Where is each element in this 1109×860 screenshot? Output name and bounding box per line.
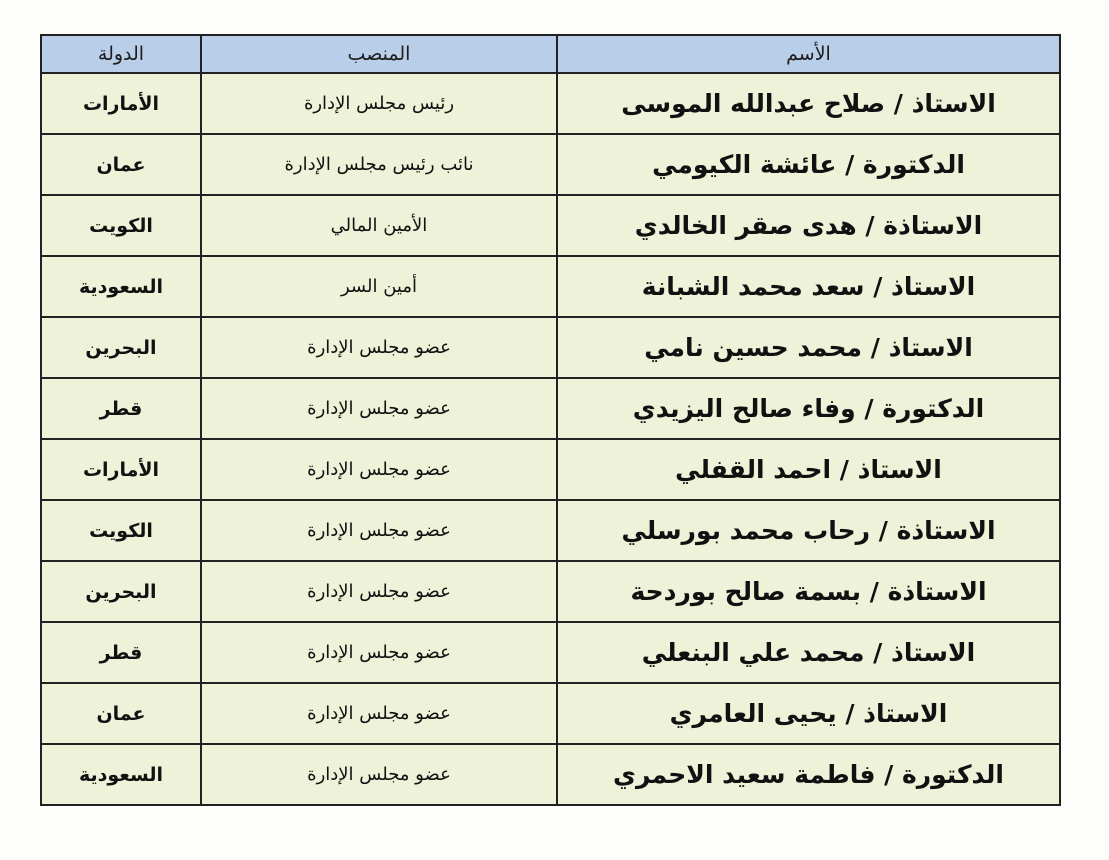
member-position: نائب رئيس مجلس الإدارة (201, 134, 557, 195)
member-country: البحرين (41, 561, 201, 622)
header-position: المنصب (201, 35, 557, 73)
table-row (41, 73, 1060, 134)
table-row (41, 317, 1060, 378)
member-country: قطر (41, 622, 201, 683)
table-row (41, 622, 1060, 683)
table-row (41, 500, 1060, 561)
member-country: السعودية (41, 256, 201, 317)
member-position: عضو مجلس الإدارة (201, 500, 557, 561)
member-position: عضو مجلس الإدارة (201, 439, 557, 500)
member-name: الاستاذة / بسمة صالح بوردحة (557, 561, 1060, 622)
table-row (41, 134, 1060, 195)
member-name: الاستاذة / رحاب محمد بورسلي (557, 500, 1060, 561)
member-country: قطر (41, 378, 201, 439)
member-country: عمان (41, 134, 201, 195)
member-country: عمان (41, 683, 201, 744)
member-name: الاستاذ / احمد القفلي (557, 439, 1060, 500)
header-name: الأسم (557, 35, 1060, 73)
member-name: الدكتورة / وفاء صالح اليزيدي (557, 378, 1060, 439)
member-position: أمين السر (201, 256, 557, 317)
member-country: البحرين (41, 317, 201, 378)
member-position: الأمين المالي (201, 195, 557, 256)
member-country: السعودية (41, 744, 201, 805)
member-name: الاستاذ / محمد حسين نامي (557, 317, 1060, 378)
member-name: الدكتورة / فاطمة سعيد الاحمري (557, 744, 1060, 805)
header-country: الدولة (41, 35, 201, 73)
table-row (41, 195, 1060, 256)
member-name: الاستاذ / سعد محمد الشبانة (557, 256, 1060, 317)
member-position: عضو مجلس الإدارة (201, 561, 557, 622)
member-position: عضو مجلس الإدارة (201, 683, 557, 744)
header-row (41, 35, 1060, 73)
member-position: عضو مجلس الإدارة (201, 317, 557, 378)
member-name: الاستاذ / محمد علي البنعلي (557, 622, 1060, 683)
member-name: الدكتورة / عائشة الكيومي (557, 134, 1060, 195)
member-country: الكويت (41, 500, 201, 561)
table-row (41, 683, 1060, 744)
board-members-table (40, 34, 1061, 806)
table-row (41, 561, 1060, 622)
member-position: عضو مجلس الإدارة (201, 744, 557, 805)
member-name: الاستاذة / هدى صقر الخالدي (557, 195, 1060, 256)
member-name: الاستاذ / صلاح عبدالله الموسى (557, 73, 1060, 134)
table-row (41, 256, 1060, 317)
member-country: الكويت (41, 195, 201, 256)
member-position: عضو مجلس الإدارة (201, 622, 557, 683)
member-name: الاستاذ / يحيى العامري (557, 683, 1060, 744)
member-country: الأمارات (41, 439, 201, 500)
table-row (41, 378, 1060, 439)
table-row (41, 439, 1060, 500)
table-row (41, 744, 1060, 805)
member-country: الأمارات (41, 73, 201, 134)
member-position: رئيس مجلس الإدارة (201, 73, 557, 134)
member-position: عضو مجلس الإدارة (201, 378, 557, 439)
